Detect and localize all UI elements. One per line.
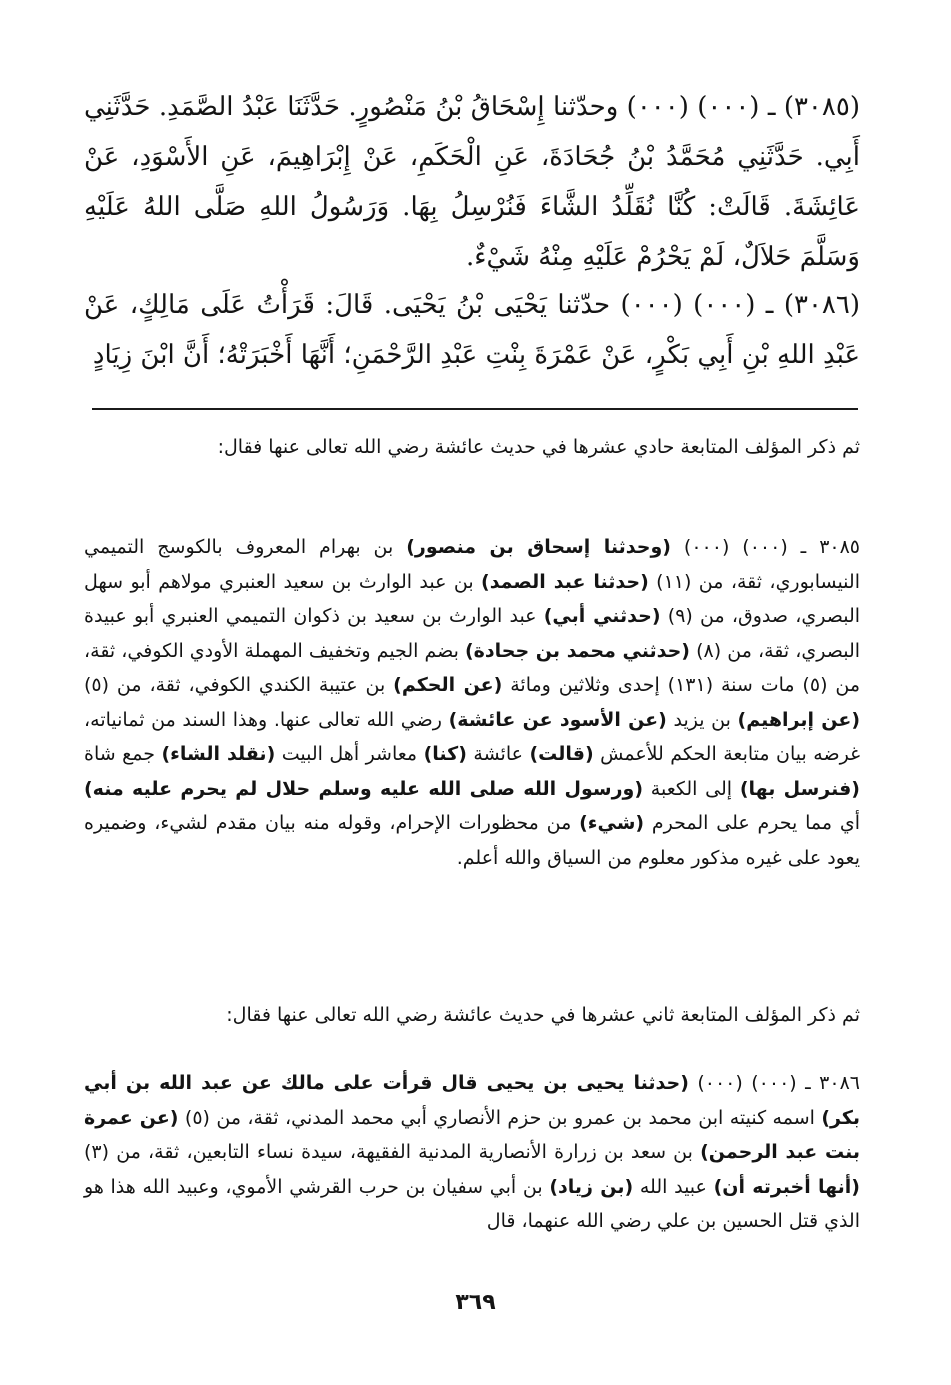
commentary-bold-quote: (ورسول الله صلى الله عليه وسلم حلال لم يحرم عليه منه) (84, 777, 644, 800)
commentary-text: بن يزيد (673, 708, 731, 731)
commentary-bold-quote: (شيء) (579, 812, 645, 834)
commentary-text: ٣٠٨٦ ـ (٠٠٠) (٠٠٠) (697, 1072, 860, 1094)
commentary-text: ٣٠٨٥ ـ (٠٠٠) (٠٠٠) (683, 536, 861, 558)
hadith-3085-text: (٣٠٨٥) ـ (٠٠٠) (٠٠٠) وحدّثنا إِسْحَاقُ بْنُ مَنْصُورٍ. حَدَّثَنَا عَبْدُ الصَّمَدِ. حَدَّثَنِي أَبِي. حَدَّثَنِي مُحَمَّدُ بْنُ جُحَادَةَ، عَنِ الْحَكَمِ، عَنْ إِبْرَاهِيمَ، عَنِ الأَسْوَدِ، عَنْ عَائِشَةَ. قَالَتْ: كُنَّا نُقَلِّدُ الشَّاءَ فَنُرْسِلُ بِهَا. وَرَسُولُ اللهِ صَلَّى اللهُ عَلَيْهِ وَسَلَّمَ حَلاَلٌ، لَمْ يَحْرُمْ عَلَيْهِ مِنْهُ شَيْءٌ. (84, 92, 860, 272)
commentary-text: رضي الله تعالى عنها. وهذا السند من ثمانياته، غرضه بيان متابعة الحكم للأعمش (84, 708, 861, 765)
commentary-text: من محظورات الإحرام، وقوله منه بيان مقدم لشيء، وضميره يعود على غيره مذكور معلوم من السياق والله أعلم. (84, 812, 860, 869)
page-number: ٣٦٩ (455, 1290, 496, 1315)
footnote-separator-line (92, 408, 858, 410)
commentary-text: معاشر أهل البيت (281, 743, 418, 765)
commentary-text: بن عتيبة الكندي الكوفي، ثقة، من (٥) (84, 674, 386, 696)
commentary-bold-quote: (بن زياد) (549, 1175, 634, 1198)
commentary-bold-quote: (أنها أخبرته أن) (713, 1175, 860, 1198)
commentary-3086 (84, 1066, 860, 1239)
commentary-text: بن عبد الوارث بن سعيد العنبري مولاهم أبو سهل البصري، صدوق، من (٩) (84, 570, 861, 627)
commentary-text: اسمه كنيته ابن محمد بن عمرو بن حزم الأنصاري أبي محمد المدني، ثقة، من (٥) (184, 1106, 815, 1129)
commentary-bold-quote: (فنرسل بها) (739, 777, 860, 800)
commentary-text: عائشة (473, 743, 523, 765)
commentary-text: عبد الوارث بن سعيد بن ذكوان التميمي العنبري أبو عبيدة البصري، ثقة، من (٨) (84, 605, 861, 662)
hadith-3086-text: (٣٠٨٦) ـ (٠٠٠) (٠٠٠) حدّثنا يَحْيَى بْنُ يَحْيَى. قَالَ: قَرَأْتُ عَلَى مَالِكٍ، عَنْ عَبْدِ اللهِ بْنِ أَبِي بَكْرٍ، عَنْ عَمْرَةَ بِنْتِ عَبْدِ الرَّحْمَنِ؛ أَنَّهَا أَخْبَرَتْهُ؛ أَنَّ ابْنَ زِيَادٍ (84, 290, 861, 370)
commentary-text: بن بهرام المعروف بالكوسج التميمي النيسابوري، ثقة، من (١١) (84, 536, 860, 593)
commentary-bold-quote: (عن عمرة بنت عبد الرحمن) (84, 1106, 861, 1163)
commentary-intro-2: ثم ذكر المؤلف المتابعة ثاني عشرها في حديث عائشة رضي الله تعالى عنها فقال: (226, 1004, 860, 1026)
commentary-intro-1: ثم ذكر المؤلف المتابعة حادي عشرها في حديث عائشة رضي الله تعالى عنها فقال: (217, 436, 860, 458)
commentary-text: بضم الجيم وتخفيف المهملة الأودي الكوفي، ثقة، من (٥) مات سنة (١٣١) إحدى وثلاثين ومائة (84, 639, 861, 696)
commentary-text: بن أبي سفيان بن حرب القرشي الأموي، وعبيد الله هذا هو الذي قتل الحسين بن علي رضي الله عنهما، قال (84, 1175, 860, 1232)
commentary-bold-quote: (حدثني أبي) (543, 605, 661, 627)
commentary-text: أي مما يحرم على المحرم (651, 812, 861, 834)
commentary-bold-quote: (عن الأسود عن عائشة) (448, 708, 667, 731)
commentary-text: جمع شاة (84, 743, 155, 765)
commentary-bold-quote: (حدثنا عبد الصمد) (481, 570, 649, 593)
commentary-bold-quote: (عن الحكم) (393, 674, 503, 696)
commentary-bold-quote: (قالت) (529, 743, 594, 765)
commentary-text: عبيد الله (639, 1175, 707, 1198)
commentary-bold-quote: (وحدثنا إسحاق بن منصور) (406, 536, 671, 558)
commentary-text: بن سعد بن زرارة الأنصارية المدنية الفقيهة، سيدة نساء التابعين، ثقة، من (٣) (84, 1141, 693, 1163)
commentary-bold-quote: (عن إبراهيم) (737, 708, 861, 731)
commentary-bold-quote: (نقلد الشاء) (161, 743, 276, 765)
commentary-text: إلى الكعبة (650, 777, 733, 800)
commentary-3085 (84, 530, 860, 875)
commentary-bold-quote: (حدثنا يحيى بن يحيى قال قرأت على مالك عن عبد الله بن أبي بكر) (84, 1072, 860, 1129)
commentary-bold-quote: (حدثني محمد بن جحادة) (464, 639, 690, 662)
commentary-bold-quote: (كنا) (423, 743, 467, 765)
